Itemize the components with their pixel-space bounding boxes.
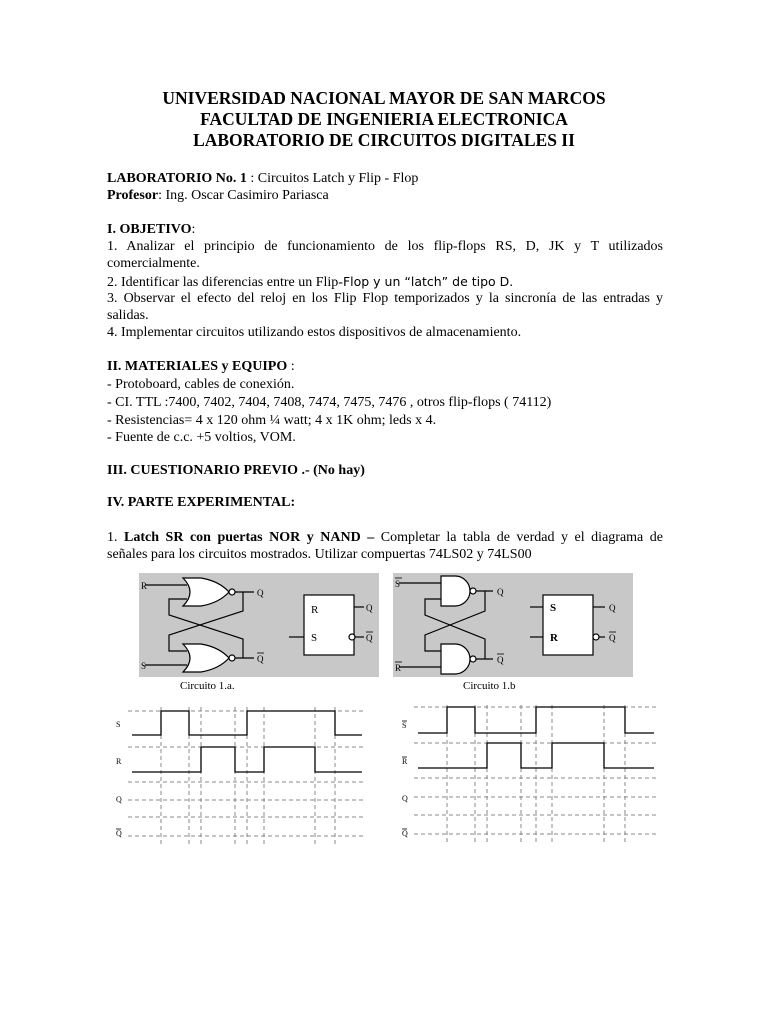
nand-gate-top-bubble xyxy=(470,588,476,594)
experimental-paragraph-1 xyxy=(107,529,663,546)
timing-right-label-s: S xyxy=(402,721,407,730)
timing-right-label-r: R xyxy=(402,757,408,766)
materiales-item-2: - CI. TTL :7400, 7402, 7404, 7408, 7474, 7475, 7476 , otros flip-flops ( 74112) xyxy=(107,395,552,410)
cuestionario-heading-text: III. CUESTIONARIO PREVIO .- (No hay) xyxy=(107,463,365,478)
experimental-heading xyxy=(107,494,295,511)
timing-right-label-qbar: Q xyxy=(402,829,408,838)
circuit-1a-caption: Circuito 1.a. xyxy=(180,680,235,692)
circuit-1a-diagram xyxy=(139,573,379,677)
objetivo-item-3: 3. Observar el efecto del reloj en los Flip Flop temporizados y la sincronía de las entradas y xyxy=(107,291,663,306)
objetivo-heading-line xyxy=(107,221,195,238)
block-a-output-q: Q xyxy=(366,603,373,613)
experimental-heading-text: IV. PARTE EXPERIMENTAL: xyxy=(107,495,296,510)
timing-diagram-left xyxy=(110,700,370,850)
block-b-output-q: Q xyxy=(609,603,616,613)
nor-gate-bottom-bubble xyxy=(229,655,235,661)
timing-diagram-right xyxy=(396,700,660,850)
lab-number-label: LABORATORIO No. 1 xyxy=(107,171,247,186)
p1-bold: Latch SR con puertas NOR y NAND – xyxy=(124,530,375,545)
lab-number-text: : Circuitos Latch y Flip - Flop xyxy=(246,171,419,186)
objetivo-item-1: 1. Analizar el principio de funcionamiento de los flip-flops RS, D, JK y T utilizados xyxy=(107,239,663,254)
block-a-input-bottom: S xyxy=(311,632,318,644)
lab-number-line xyxy=(107,170,418,187)
p1-rest: Completar la tabla de verdad y el diagrama de xyxy=(374,530,663,545)
circuit-1b-diagram xyxy=(393,573,633,677)
signal-sbar-waveform xyxy=(418,707,654,733)
circuit-1a-input-top: R xyxy=(141,581,148,591)
university-title: UNIVERSIDAD NACIONAL MAYOR DE SAN MARCOS xyxy=(162,88,606,108)
block-a-output-qbar: Q xyxy=(366,633,373,643)
objetivo-item-1-cont: comercialmente. xyxy=(107,256,200,271)
nor-gate-top-bubble xyxy=(229,589,235,595)
circuit-1a-output-q: Q xyxy=(257,588,264,598)
nand-gate-bottom xyxy=(441,644,470,674)
circuit-1b-output-qbar: Q xyxy=(497,655,504,665)
circuit-1b-caption: Circuito 1.b xyxy=(463,680,516,692)
timing-left-label-s: S xyxy=(116,720,121,729)
professor-label: Profesor xyxy=(107,188,159,203)
faculty-title: FACULTAD DE INGENIERIA ELECTRONICA xyxy=(200,109,568,129)
block-b-input-bottom: R xyxy=(550,632,558,644)
block-b-output-qbar: Q xyxy=(609,633,616,643)
block-b-input-top: S xyxy=(550,602,557,614)
materiales-item-4: - Fuente de c.c. +5 voltios, VOM. xyxy=(107,430,296,445)
materiales-heading-line xyxy=(107,358,295,375)
objetivo-heading: I. OBJETIVO xyxy=(107,222,192,237)
objetivo-colon: : xyxy=(191,222,196,237)
materiales-heading: II. MATERIALES y EQUIPO xyxy=(107,359,288,374)
objetivo-item-4: 4. Implementar circuitos utilizando estos dispositivos de almacenamiento. xyxy=(107,325,522,340)
signal-s-waveform xyxy=(132,711,362,735)
objetivo-item-2 xyxy=(107,273,513,291)
materiales-item-3: - Resistencias= 4 x 120 ohm ¼ watt; 4 x 1K ohm; leds x 4. xyxy=(107,413,437,428)
timing-right-label-q: Q xyxy=(402,794,408,803)
objetivo-item-3-cont: salidas. xyxy=(107,308,149,323)
timing-left-label-q: Q xyxy=(116,795,122,804)
circuit-1b-input-bottom: R xyxy=(395,663,402,673)
block-a-input-top: R xyxy=(311,604,319,616)
objetivo-item-2-part1: 2. Identificar las diferencias entre un Flip- xyxy=(107,275,343,290)
circuit-1a-output-qbar: Q xyxy=(257,654,264,664)
nand-gate-top xyxy=(441,576,470,606)
objetivo-item-2-part2: Flop y un “latch” de tipo D. xyxy=(342,274,514,289)
circuit-1b-input-top: S xyxy=(395,579,401,589)
lab-course-title: LABORATORIO DE CIRCUITOS DIGITALES II xyxy=(193,130,575,150)
circuit-1b-background xyxy=(393,573,633,677)
professor-line xyxy=(107,187,329,204)
experimental-paragraph-1-cont: señales para los circuitos mostrados. Utilizar compuertas 74LS02 y 74LS00 xyxy=(107,547,532,562)
timing-left-label-r: R xyxy=(116,757,122,766)
timing-left-label-qbar: Q xyxy=(116,829,122,838)
cuestionario-heading xyxy=(107,462,365,479)
materiales-colon: : xyxy=(287,359,295,374)
professor-name: : Ing. Oscar Casimiro Pariasca xyxy=(158,188,329,203)
circuit-1a-input-bottom: S xyxy=(141,661,147,671)
nand-gate-bottom-bubble xyxy=(470,656,476,662)
materiales-item-1: - Protoboard, cables de conexión. xyxy=(107,377,295,392)
circuit-1b-output-q: Q xyxy=(497,587,504,597)
p1-number: 1. xyxy=(107,530,125,545)
